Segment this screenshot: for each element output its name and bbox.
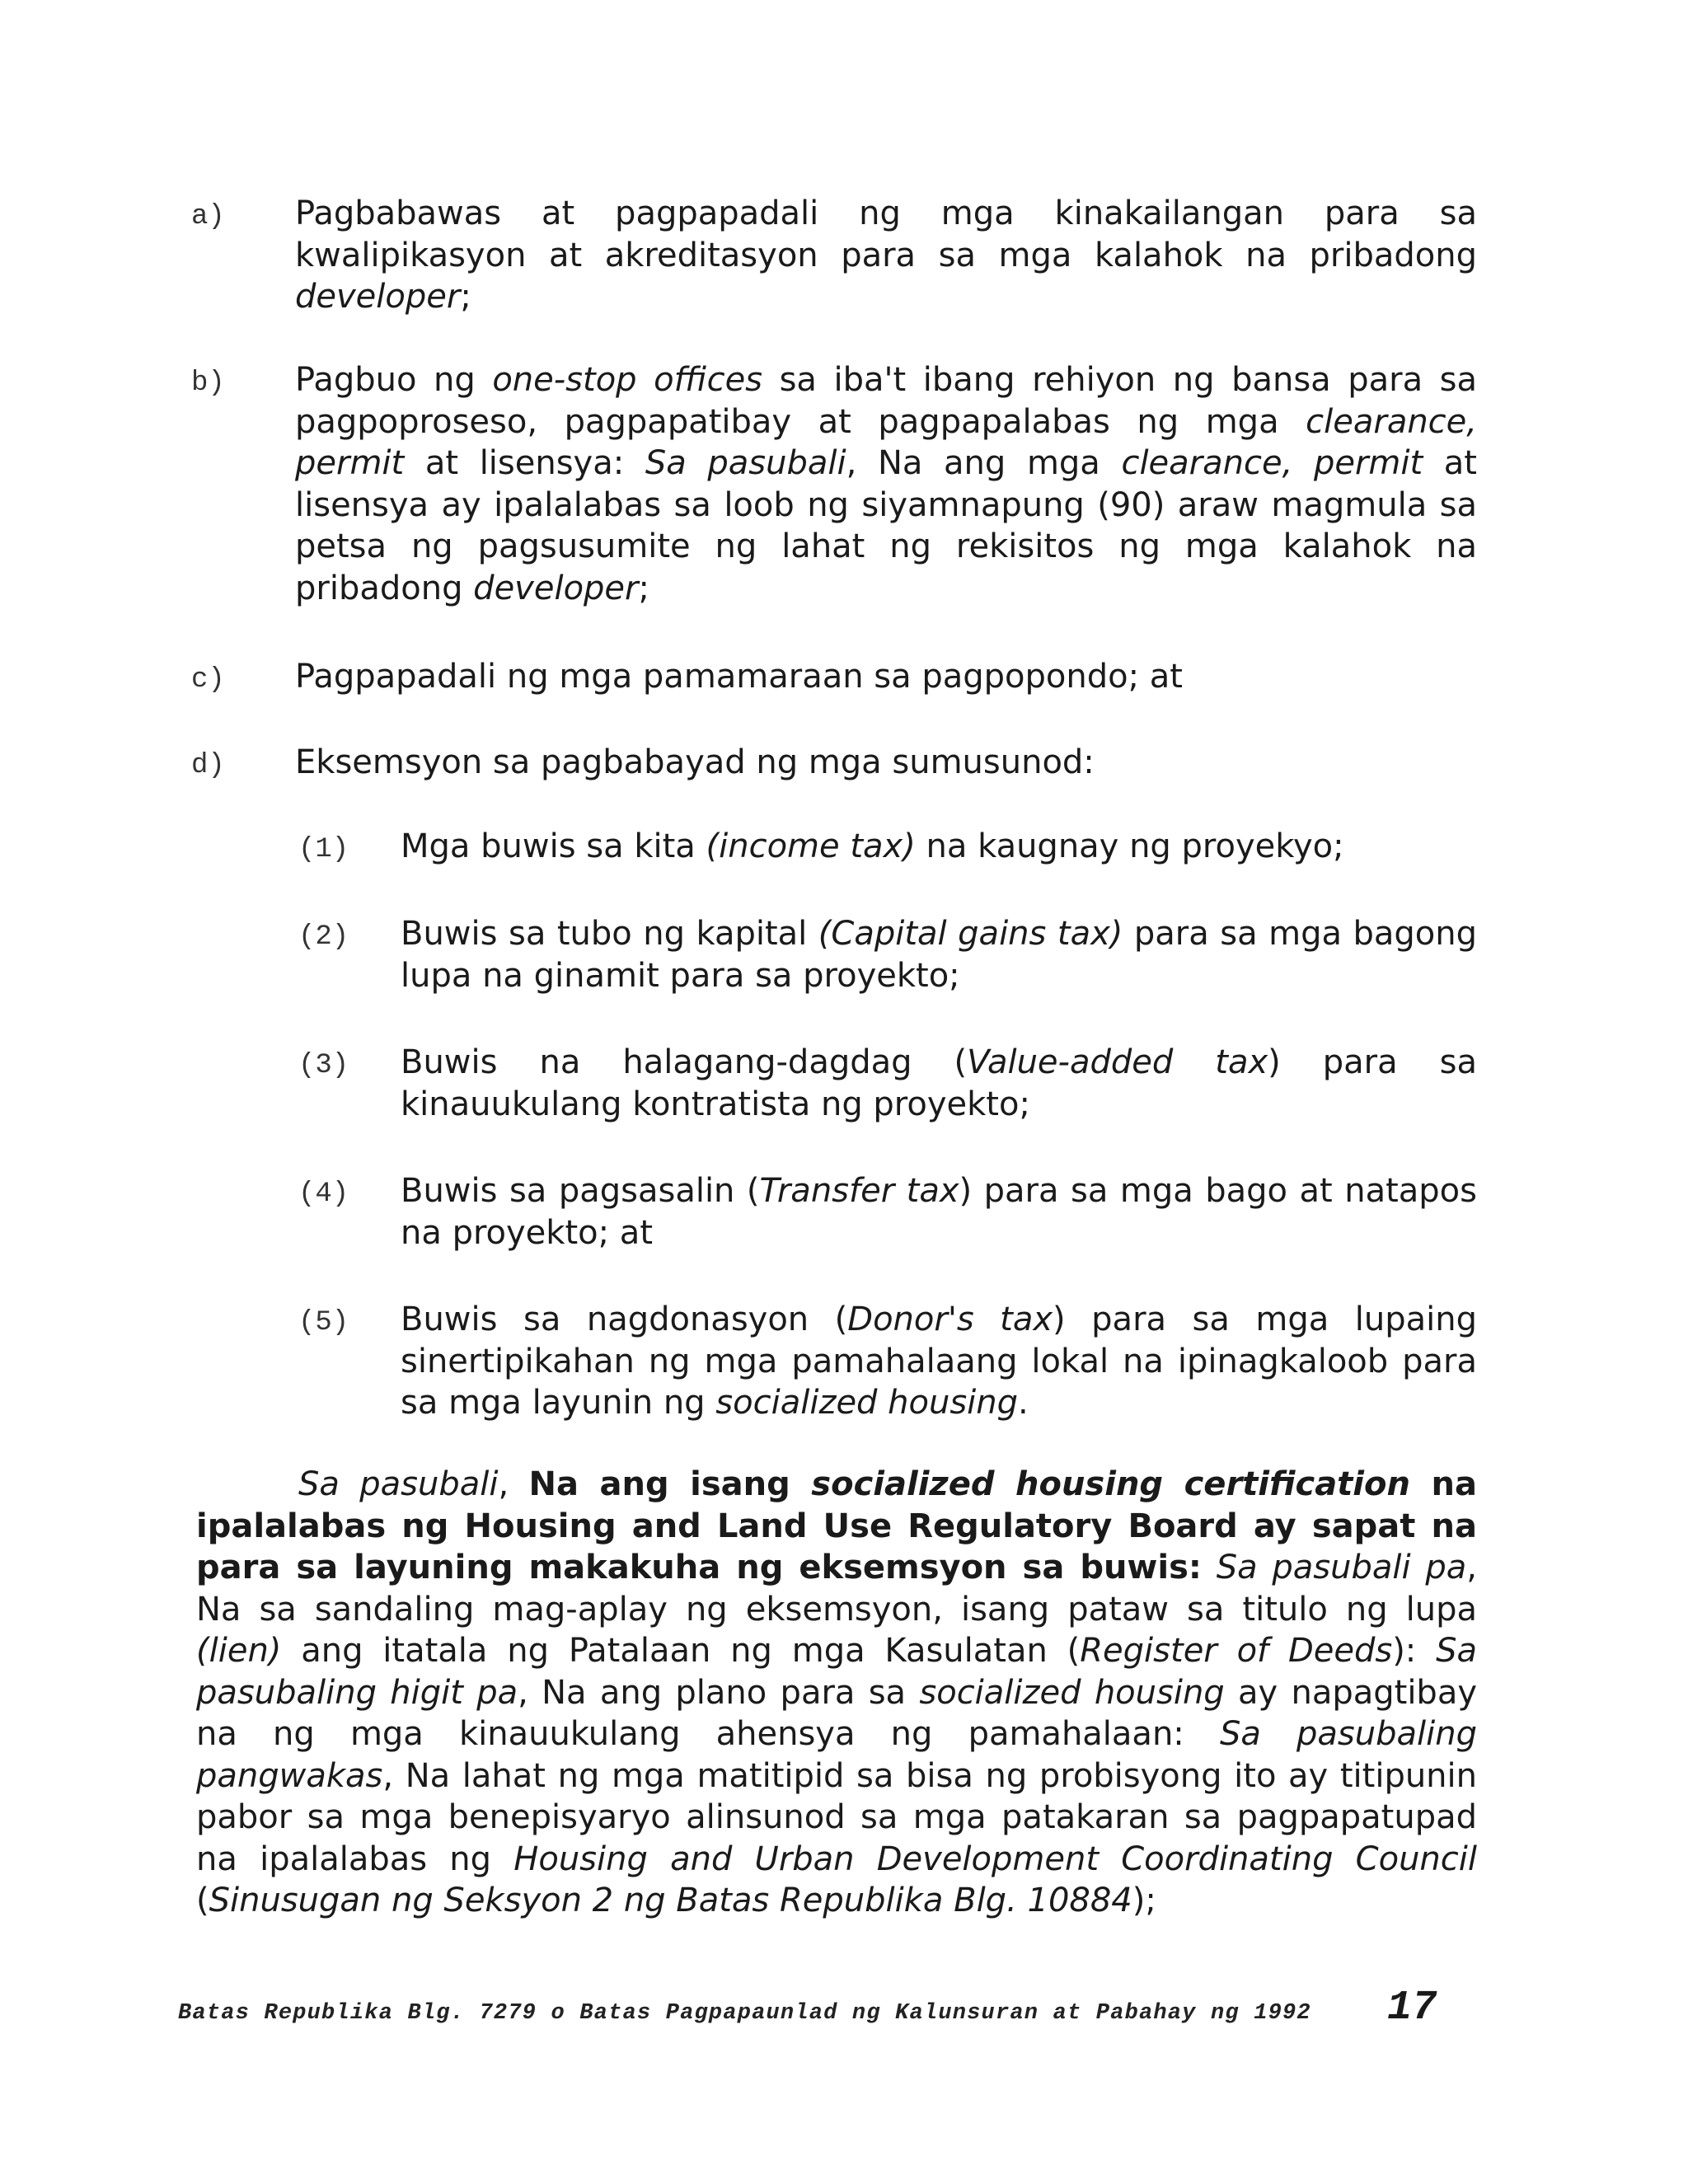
sub-item-text: Buwis na halagang-dagdag (Value-added tax) para sa kinauukulang kontratista ng proyekto;: [401, 1043, 1478, 1123]
text-segment: clearance, permit: [1121, 444, 1423, 482]
item-text: Pagbabawas at pagpapadali ng mga kinakailangan para sa kwalipikasyon at akreditasyon para sa mga kalahok na pribadong developer;: [295, 194, 1477, 316]
text-segment: Transfer tax: [759, 1172, 959, 1210]
proviso-text: Sa pasubali, Na ang isang socialized housing certification na ipalalabas ng Housing and Land Use Regulatory Board ay sapat na para sa layuning makakuha ng eksemsyon sa buwis: Sa pasubali pa, Na sa sandaling mag-aplay ng eksemsyon, isang pataw sa titulo ng lupa (lien) ang itatala ng Patalaan ng mga Kasulatan (Register of Deeds): Sa pasubaling higit pa, Na ang plano para sa socialized housing ay napagtibay na ng mga kinauukulang ahensya ng pamahalaan: Sa pasubaling pangwakas, Na lahat ng mga matitipid sa bisa ng probisyong ito ay titipunin pabor sa mga benepisyaryo alinsunod sa mga patakaran sa pagpapatupad na ipalalabas ng Housing and Urban Development Coordinating Council (Sinusugan ng Seksyon 2 ng Batas Republika Blg. 10884);: [196, 1465, 1478, 1919]
sub-item-text: Buwis sa pagsasalin (Transfer tax) para sa mga bago at natapos na proyekto; at: [401, 1172, 1477, 1252]
sub-item-label: (4): [298, 1179, 349, 1210]
text-segment: Sinusugan ng Seksyon 2 ng Batas Republika Blg. 10884: [209, 1882, 1132, 1919]
item-label: c): [191, 664, 225, 696]
text-segment: clearance, permit: [295, 402, 1477, 482]
text-segment: developer: [295, 278, 461, 316]
text-segment: socialized housing: [919, 1673, 1225, 1712]
text-segment: (income tax): [706, 827, 916, 865]
text-segment: socialized housing: [715, 1384, 1019, 1422]
item-text: Eksemsyon sa pagbabayad ng mga sumusunod:: [295, 743, 1095, 781]
item-label: a): [191, 201, 225, 232]
text-segment: one-stop offices: [492, 361, 763, 399]
text-segment: Value-added tax: [967, 1043, 1268, 1081]
sub-item-label: (1): [298, 834, 349, 865]
item-text: Pagpapadali ng mga pamamaraan sa pagpopondo; at: [295, 658, 1183, 696]
item-text: Pagbuo ng one-stop offices sa iba't ibang rehiyon ng bansa para sa pagpoproseso, pagpapatibay at pagpapalabas ng mga clearance, permit at lisensya: Sa pasubali, Na ang mga clearance, permit at lisensya ay ipalalabas sa loob ng siyamnapung (90) araw magmula sa petsa ng pagsusumite ng lahat ng rekisitos ng mga kalahok na pribadong developer;: [295, 361, 1477, 607]
sub-item-text: Buwis sa tubo ng kapital (Capital gains tax) para sa mga bagong lupa na ginamit para sa proyekto;: [401, 915, 1477, 995]
text-segment: Sa pasubali: [298, 1465, 499, 1503]
item-label: d): [191, 750, 225, 781]
text-segment: developer: [473, 569, 639, 607]
page-number: 17: [1387, 1985, 1437, 2032]
item-label: b): [191, 368, 225, 399]
sub-item-label: (2): [298, 921, 349, 953]
footer-title: Batas Republika Blg. 7279 o Batas Pagpapaunlad ng Kalunsuran at Pabahay ng 1992: [178, 2001, 1311, 2026]
text-segment: Sa pasubali: [645, 444, 846, 482]
text-segment: socialized housing certification: [811, 1465, 1410, 1503]
text-segment: (Capital gains tax): [818, 915, 1123, 953]
text-segment: (lien): [196, 1632, 282, 1670]
text-segment: Sa pasubaling pangwakas: [196, 1715, 1477, 1795]
sub-item-text: Buwis sa nagdonasyon (Donor's tax) para sa mga lupaing sinertipikahan ng mga pamahalaang lokal na ipinagkaloob para sa mga layunin ng socialized housing.: [401, 1301, 1477, 1422]
text-segment: Sa pasubali pa: [1216, 1549, 1467, 1586]
text-segment: Donor's tax: [847, 1301, 1053, 1338]
text-segment: Housing and Urban Development Coordinating Council: [513, 1840, 1477, 1878]
proviso-paragraph: [196, 1464, 1477, 1922]
text-segment: Sa pasubaling higit pa: [196, 1632, 1478, 1712]
text-segment: Na ang isang: [528, 1465, 812, 1503]
sub-item-label: (3): [298, 1050, 349, 1081]
text-segment: na ipalalabas ng Housing and Land Use Regulatory Board ay sapat na para sa layuning makakuha ng eksemsyon sa buwis:: [196, 1465, 1477, 1586]
sub-item-text: Mga buwis sa kita (income tax) na kaugnay ng proyekyo;: [401, 827, 1344, 865]
text-segment: Register of Deeds: [1080, 1632, 1393, 1670]
sub-item-label: (5): [298, 1307, 349, 1338]
